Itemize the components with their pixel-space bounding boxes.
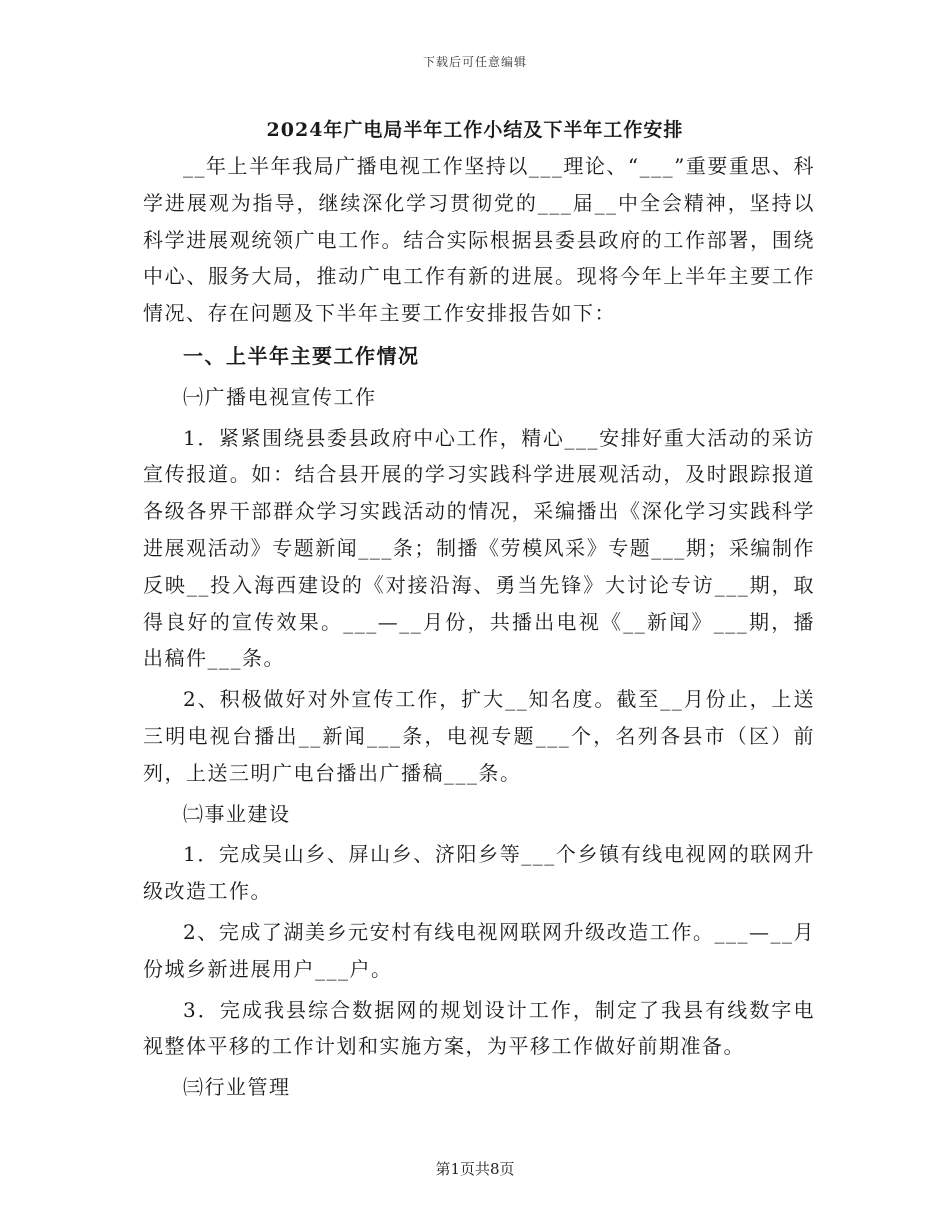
subsection-heading-publicity: ㈠广播电视宣传工作 xyxy=(183,384,377,409)
header-note: 下载后可任意编辑 xyxy=(422,55,527,69)
subsection-heading-construction: ㈡事业建设 xyxy=(183,801,291,826)
section-heading-1: 一、上半年主要工作情况 xyxy=(183,343,420,368)
paragraph-publicity-2: 2、积极做好对外宣传工作，扩大__知名度。截至__月份止，上送三明电视台播出__新闻___条，电视专题___个，名列各县市（区）前列，上送三明广电台播出广播稿___条。 xyxy=(143,687,815,785)
document-body xyxy=(143,148,815,1106)
paragraph-construction-1: 1．完成吴山乡、屏山乡、济阳乡等___个乡镇有线电视网的联网升级改造工作。 xyxy=(143,842,815,904)
subsection-heading-management: ㈢行业管理 xyxy=(183,1075,291,1100)
document-title: 2024年广电局半年工作小结及下半年工作安排 xyxy=(266,119,684,141)
paragraph-construction-2: 2、完成了湖美乡元安村有线电视网联网升级改造工作。___—__月份城乡新进展用户___户。 xyxy=(143,919,815,981)
intro-paragraph: __年上半年我局广播电视工作坚持以___理论、“___”重要重思、科学进展观为指导，继续深化学习贯彻党的___届__中全会精神，坚持以科学进展观统领广电工作。结合实际根据县委县政府的工作部署，围绕中心、服务大局，推动广电工作有新的进展。现将今年上半年主要工作情况、存在问题及下半年主要工作安排报告如下： xyxy=(143,154,815,326)
paragraph-publicity-1: 1．紧紧围绕县委县政府中心工作，精心___安排好重大活动的采访宣传报道。如：结合县开展的学习实践科学进展观活动，及时跟踪报道各级各界干部群众学习实践活动的情况，采编播出《深化学习实践科学进展观活动》专题新闻___条；制播《劳模风采》专题___期；采编制作反映__投入海西建设的《对接沿海、勇当先锋》大讨论专访___期，取得良好的宣传效果。___—__月份，共播出电视《__新闻》___期，播出稿件___条。 xyxy=(143,425,815,671)
paragraph-construction-3: 3．完成我县综合数据网的规划设计工作，制定了我县有线数字电视整体平移的工作计划和实施方案，为平移工作做好前期准备。 xyxy=(143,997,815,1059)
page-footer: 第1页共8页 xyxy=(435,1160,515,1178)
